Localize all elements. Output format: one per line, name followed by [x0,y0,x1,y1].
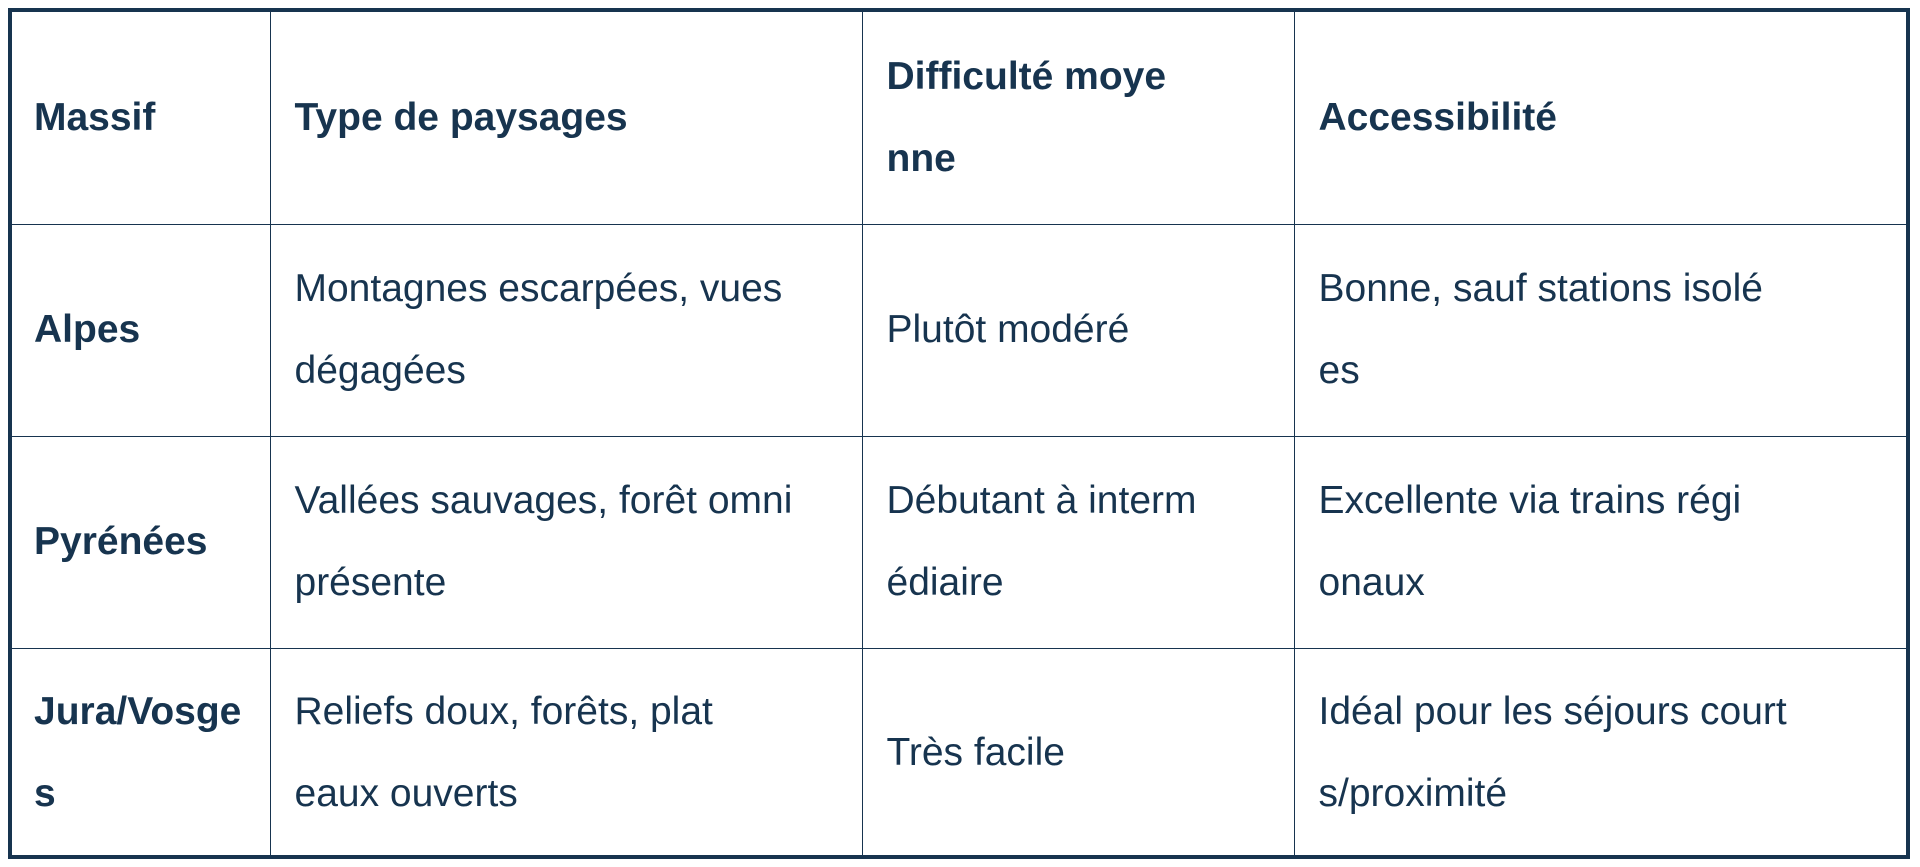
landscape-cell: Reliefs doux, forêts, plateaux ouverts [270,648,862,858]
massif-cell: Alpes [12,224,270,436]
difficulty-cell: Très facile [862,648,1294,858]
accessibility-cell: Excellente via trains régionaux [1294,436,1906,648]
massif-cell: Pyrénées [12,436,270,648]
header-accessibilite: Accessibilité [1294,12,1906,224]
table-row [12,224,1906,436]
difficulty-cell: Débutant à intermédiaire [862,436,1294,648]
header-massif: Massif [12,12,270,224]
massif-cell: Jura/Vosges [12,648,270,858]
accessibility-cell: Bonne, sauf stations isolées [1294,224,1906,436]
header-difficulte-moyenne: Difficulté moyenne [862,12,1294,224]
massif-comparison-table [12,12,1906,858]
accessibility-cell: Idéal pour les séjours courts/proximité [1294,648,1906,858]
difficulty-cell: Plutôt modéré [862,224,1294,436]
landscape-cell: Vallées sauvages, forêt omniprésente [270,436,862,648]
table-row [12,436,1906,648]
table-header-row [12,12,1906,224]
landscape-cell: Montagnes escarpées, vues dégagées [270,224,862,436]
header-type-de-paysages: Type de paysages [270,12,862,224]
comparison-table-frame [8,8,1910,859]
table-row [12,648,1906,858]
